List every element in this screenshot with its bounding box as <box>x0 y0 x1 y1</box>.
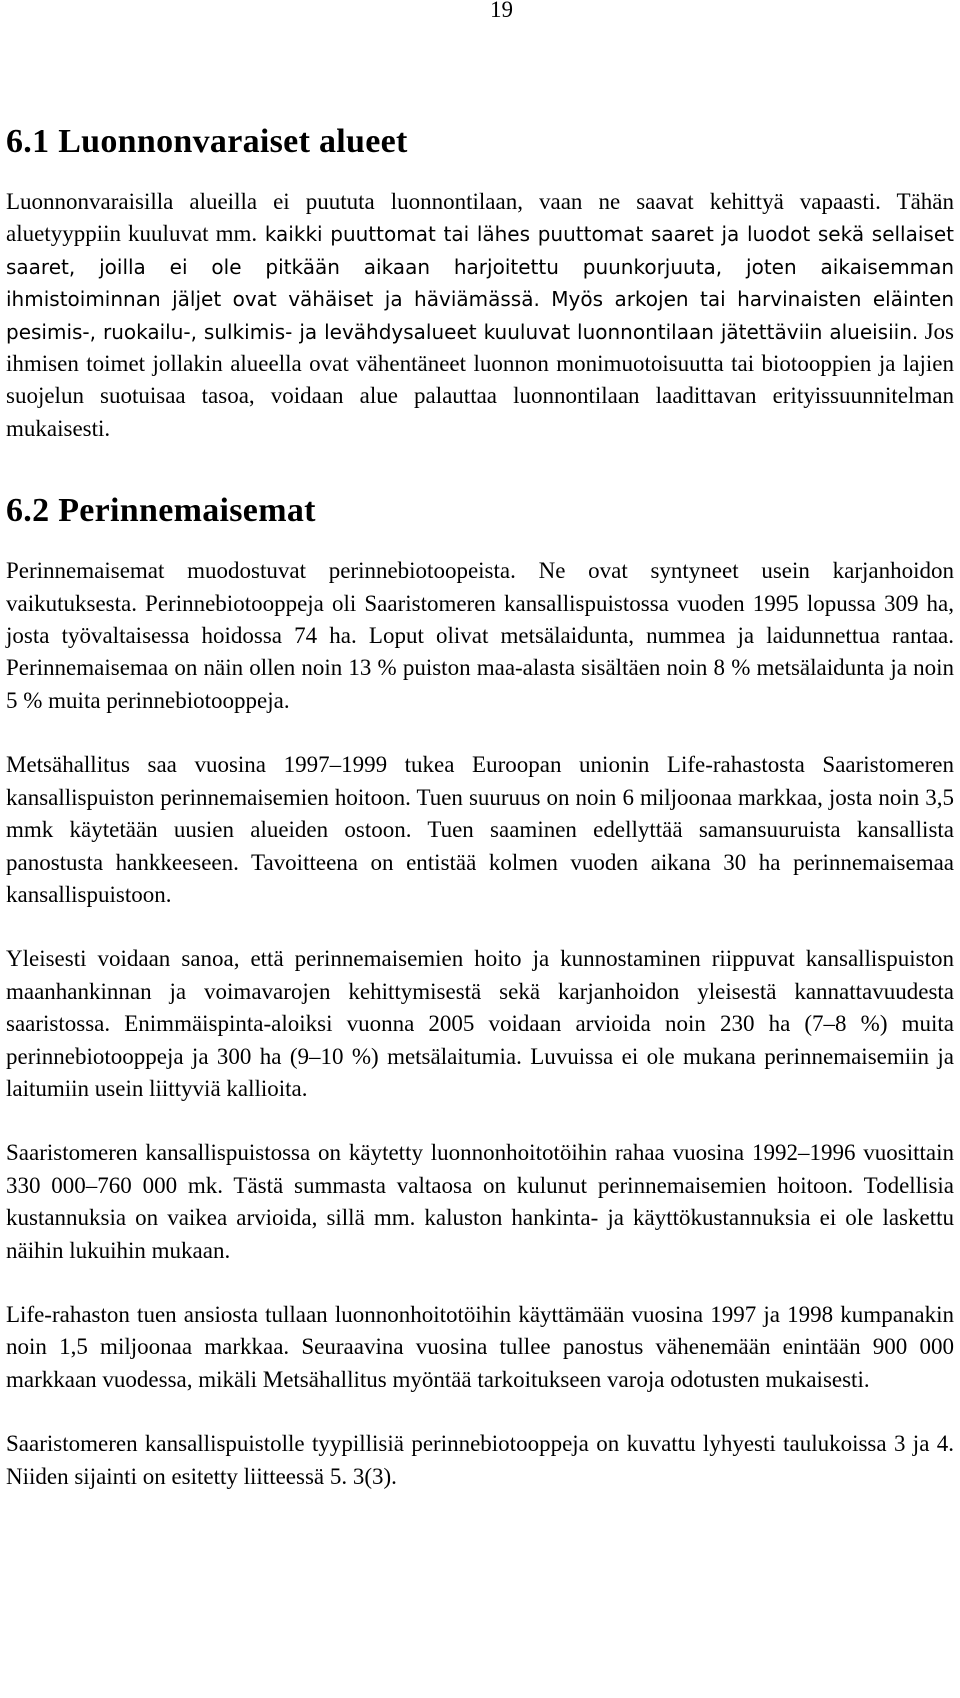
paragraph-perinnemaisemat-1: Perinnemaisemat muodostuvat perinnebiotoopeista. Ne ovat syntyneet usein karjanhoidon vaikutuksesta. Perinnebiotooppeja oli Saaristomeren kansallispuistossa vuoden 1995 lopussa 309 ha, josta työvaltaisessa hoidossa 74 ha. Loput olivat metsälaidunta, nummea ja laidunnettua rantaa. Perinnemaisemaa on näin ollen noin 13 % puiston maa-alasta sisältäen noin 8 % metsälaidunta ja noin 5 % muita perinnebiotooppeja. <box>6 558 954 713</box>
page-number: 19 <box>490 0 513 22</box>
page-content <box>6 122 954 1493</box>
paragraph-text-serif: Luonnonvaraisilla alueilla ei puututa luonnontilaan, vaan ne saavat kehittyä vapaasti. Tähän aluetyyppiin kuuluvat mm. <box>6 189 954 247</box>
paragraph-text-sans: kaikki puuttomat tai lähes puuttomat saaret ja luodot sekä sellaiset saaret, joilla ei ole pitkään aikaan harjoitettu puunkorjuuta, joten aikaisemman ihmistoiminnan jäljet ovat vähäiset ja häviämässä. Myös arkojen tai harvinaisten eläinten pesimis-, ruokailu-, sulkimis- ja levähdysalueet kuuluvat luonnontilaan jätettäviin alueisiin. <box>6 222 954 344</box>
section-heading-perinnemaisemat: 6.2 Perinnemaisemat <box>6 492 316 530</box>
section-heading-luonnonvaraiset: 6.1 Luonnonvaraiset alueet <box>6 123 408 160</box>
paragraph-perinnemaisemat-2: Metsähallitus saa vuosina 1997–1999 tukea Euroopan unionin Life-rahastosta Saaristomeren kansallispuiston perinnemaisemien hoitoon. Tuen suuruus on noin 6 miljoonaa markkaa, josta noin 3,5 mmk käytetään uusien alueiden ostoon. Tuen saaminen edellyttää samansuuruista kansallista panostusta hankkeeseen. Tavoitteena on entistää kolmen vuoden aikana 30 ha perinnemaisemaa kansallispuistoon. <box>6 752 954 907</box>
paragraph-text-serif-end: Jos ihmisen toimet jollakin alueella ovat vähentäneet luonnon monimuotoisuutta tai biotooppien ja lajien suojelun suotuisaa tasoa, voidaan alue palauttaa luonnontilaan laadittavan erityissuunnitelman mukaisesti. <box>6 318 955 441</box>
paragraph-perinnemaisemat-5: Life-rahaston tuen ansiosta tullaan luonnonhoitotöihin käyttämään vuosina 1997 ja 1998 kumpanakin noin 1,5 miljoonaa markkaa. Seuraavina vuosina tullee panostus vähenemään enintään 900 000 markkaan vuodessa, mikäli Metsähallitus myöntää tarkoitukseen varoja odotusten mukaisesti. <box>6 1301 954 1392</box>
paragraph-perinnemaisemat-4: Saaristomeren kansallispuistossa on käytetty luonnonhoitotöihin rahaa vuosina 1992–1996 vuosittain 330 000–760 000 mk. Tästä summasta valtaosa on kulunut perinnemaisemien hoitoon. Todellisia kustannuksia on vaikea arvioida, sillä mm. kaluston hankinta- ja käyttökustannuksia ei ole laskettu näihin lukuihin mukaan. <box>6 1140 954 1263</box>
paragraph-luonnonvaraiset <box>6 186 954 445</box>
paragraph-perinnemaisemat-3: Yleisesti voidaan sanoa, että perinnemaisemien hoito ja kunnostaminen riippuvat kansallispuiston maanhankinnan ja voimavarojen kehittymisestä sekä karjanhoidon yleisestä kannattavuudesta saaristossa. Enimmäispinta-aloiksi vuonna 2005 voidaan arvioida noin 230 ha (7–8 %) muita perinnebiotooppeja ja 300 ha (9–10 %) metsälaitumia. Luvuissa ei ole mukana perinnemaisemiin ja laitumiin usein liittyviä kallioita. <box>6 946 954 1101</box>
paragraph-perinnemaisemat-6: Saaristomeren kansallispuistolle tyypillisiä perinnebiotooppeja on kuvattu lyhyesti taulukoissa 3 ja 4. Niiden sijainti on esitetty liitteessä 5. 3(3). <box>6 1431 954 1489</box>
